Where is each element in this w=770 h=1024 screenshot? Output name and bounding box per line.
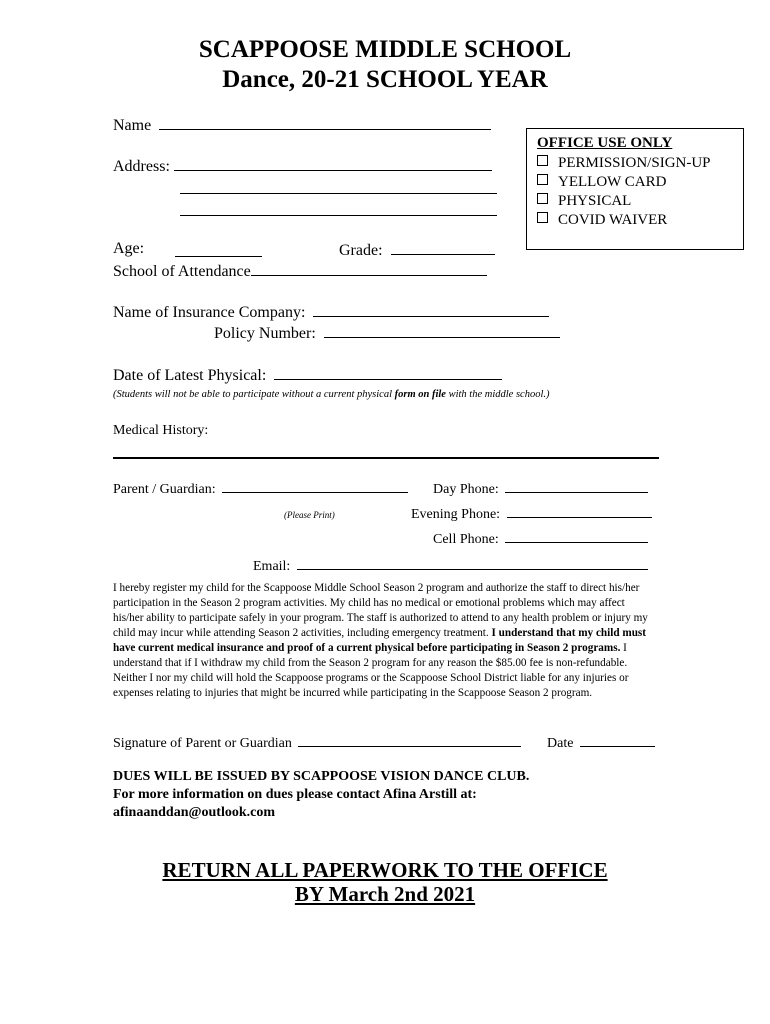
day-phone-label: Day Phone: bbox=[433, 482, 499, 497]
cell-phone-field bbox=[433, 530, 648, 548]
grade-line[interactable] bbox=[391, 240, 495, 255]
date-field bbox=[547, 734, 655, 752]
parent-field bbox=[113, 480, 408, 498]
physical-note: (Students will not be able to participate without a current physical form on file with the middle school.) bbox=[113, 389, 550, 400]
email-field bbox=[253, 557, 648, 575]
email-line[interactable] bbox=[297, 557, 648, 570]
evening-phone-line[interactable] bbox=[507, 505, 652, 518]
checkbox-icon[interactable] bbox=[537, 212, 548, 223]
parent-label: Parent / Guardian: bbox=[113, 482, 216, 497]
office-use-box bbox=[526, 128, 744, 250]
signature-label: Signature of Parent or Guardian bbox=[113, 736, 292, 751]
address-label: Address: bbox=[113, 158, 170, 175]
address-line-2[interactable] bbox=[180, 179, 497, 194]
policy-label: Policy Number: bbox=[214, 325, 316, 342]
insurance-field bbox=[113, 302, 549, 322]
signature-field bbox=[113, 734, 521, 752]
deadline-notice: BY March 2nd 2021 bbox=[294, 882, 476, 906]
agreement-paragraph: I hereby register my child for the Scappoose Middle School Season 2 program and authorize the staff to direct his/her participation in the Season 2 program activities. My child has no medical or emotional problems which may affect his/her ability to participate safely in your program. The staff is authorized to attend to any health problem or injury my child may incur while attending Season 2 activities, including emergency treatment. I understand that my child must have current medical insurance and proof of a current physical before participating in Season 2 programs. I understand that if I withdraw my child from the Season 2 program for any reason the $85.00 fee is non-refundable. Neither I nor my child will hold the Scappoose programs or the Scappoose School District liable for any injuries or expenses relating to injuries that might be incurred while participating in the Scappoose Season 2 program. bbox=[113, 582, 648, 699]
signature-line[interactable] bbox=[298, 734, 521, 747]
office-item-physical: PHYSICAL bbox=[537, 193, 631, 210]
checkbox-icon[interactable] bbox=[537, 174, 548, 185]
office-item-covid-waiver: COVID WAIVER bbox=[537, 212, 667, 229]
grade-label: Grade: bbox=[339, 242, 383, 259]
address-field bbox=[113, 156, 492, 176]
evening-phone-label: Evening Phone: bbox=[411, 507, 501, 522]
please-print-note: (Please Print) bbox=[284, 510, 335, 520]
grade-field bbox=[339, 240, 495, 260]
date-label: Date bbox=[547, 736, 574, 751]
date-line[interactable] bbox=[580, 734, 655, 747]
cell-phone-label: Cell Phone: bbox=[433, 532, 499, 547]
medical-history-line[interactable] bbox=[113, 457, 659, 459]
office-item-permission: PERMISSION/SIGN-UP bbox=[537, 155, 711, 172]
school-label: School of Attendance bbox=[113, 263, 251, 280]
office-item-yellow-card: YELLOW CARD bbox=[537, 174, 666, 191]
name-line[interactable] bbox=[159, 115, 491, 130]
dues-email: afinaanddan@outlook.com bbox=[113, 805, 276, 820]
medical-history-label: Medical History: bbox=[113, 423, 209, 438]
checkbox-icon[interactable] bbox=[537, 155, 548, 166]
return-paperwork-notice: RETURN ALL PAPERWORK TO THE OFFICE bbox=[162, 858, 608, 882]
physical-field bbox=[113, 365, 502, 385]
day-phone-field bbox=[433, 480, 648, 498]
age-label: Age: bbox=[113, 240, 145, 257]
insurance-label: Name of Insurance Company: bbox=[113, 304, 306, 321]
address-line-3[interactable] bbox=[180, 201, 497, 216]
form-title: SCAPPOOSE MIDDLE SCHOOL bbox=[198, 36, 572, 63]
parent-line[interactable] bbox=[222, 480, 408, 493]
policy-field bbox=[214, 323, 560, 343]
dues-line-1: DUES WILL BE ISSUED BY SCAPPOOSE VISION DANCE CLUB. bbox=[113, 769, 530, 784]
insurance-line[interactable] bbox=[313, 302, 549, 317]
evening-phone-field bbox=[411, 505, 652, 523]
office-use-title: OFFICE USE ONLY bbox=[537, 135, 673, 151]
dues-line-2: For more information on dues please contact Afina Arstill at: bbox=[113, 787, 477, 802]
physical-line[interactable] bbox=[274, 365, 502, 380]
day-phone-line[interactable] bbox=[505, 480, 648, 493]
age-line[interactable] bbox=[175, 242, 262, 257]
school-line[interactable] bbox=[251, 261, 487, 276]
checkbox-icon[interactable] bbox=[537, 193, 548, 204]
email-label: Email: bbox=[253, 559, 291, 574]
school-field bbox=[113, 261, 487, 281]
physical-label: Date of Latest Physical: bbox=[113, 367, 267, 384]
cell-phone-line[interactable] bbox=[505, 530, 648, 543]
form-subtitle: Dance, 20-21 SCHOOL YEAR bbox=[222, 66, 548, 93]
address-line-1[interactable] bbox=[174, 156, 492, 171]
policy-line[interactable] bbox=[324, 323, 560, 338]
name-field bbox=[113, 115, 491, 135]
name-label: Name bbox=[113, 117, 152, 134]
